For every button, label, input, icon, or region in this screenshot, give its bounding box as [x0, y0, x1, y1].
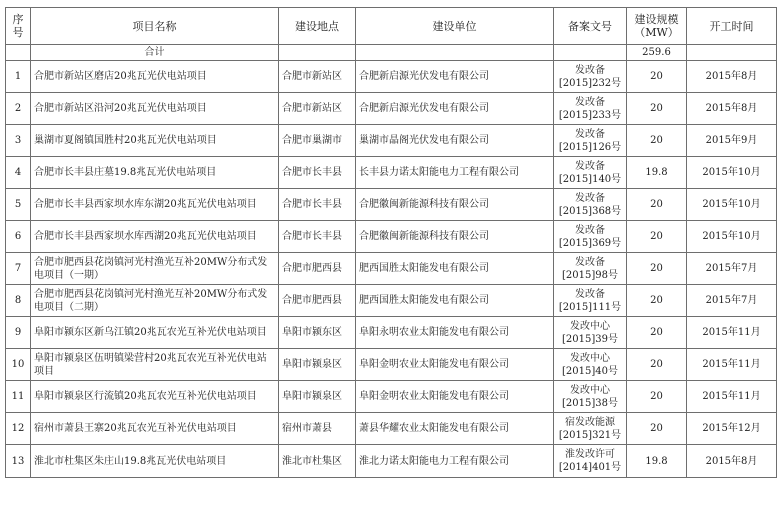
- row-filing: [554, 157, 627, 189]
- row-filing-number: [2015]39号: [562, 333, 618, 345]
- row-scale: 19.8: [627, 157, 687, 189]
- row-filing-issuer: 发改备: [575, 96, 605, 108]
- row-unit: 萧县华耀农业太阳能发电有限公司: [356, 413, 554, 445]
- row-filing: [554, 189, 627, 221]
- row-filing-issuer: 发改备: [575, 64, 605, 76]
- row-unit: 肥西国胜太阳能发电有限公司: [356, 253, 554, 285]
- row-location: 阜阳市颍东区: [279, 317, 356, 349]
- total-scale: 259.6: [627, 45, 687, 61]
- row-no: 1: [6, 61, 31, 93]
- row-no: 7: [6, 253, 31, 285]
- row-filing: [554, 349, 627, 381]
- row-filing-issuer: 发改备: [575, 160, 605, 172]
- row-no: 5: [6, 189, 31, 221]
- table-row: [6, 413, 777, 445]
- row-filing-number: [2015]232号: [558, 77, 622, 89]
- row-filing: [554, 317, 627, 349]
- row-filing-number: [2015]40号: [562, 365, 618, 377]
- row-no: 2: [6, 93, 31, 125]
- row-no: 11: [6, 381, 31, 413]
- header-scale: 建设规模（MW）: [627, 8, 687, 45]
- row-project-name: 巢湖市夏阁镇国胜村20兆瓦光伏电站项目: [31, 125, 279, 157]
- row-location: 合肥市长丰县: [279, 189, 356, 221]
- row-filing: [554, 285, 627, 317]
- row-filing-issuer: 宿发改能源: [565, 416, 615, 428]
- row-location: 阜阳市颍泉区: [279, 381, 356, 413]
- header-name: 项目名称: [31, 8, 279, 45]
- row-scale: 20: [627, 221, 687, 253]
- row-unit: 阜阳永明农业太阳能发电有限公司: [356, 317, 554, 349]
- row-no: 6: [6, 221, 31, 253]
- row-unit: 合肥新启源光伏发电有限公司: [356, 61, 554, 93]
- row-filing-number: [2015]111号: [558, 301, 622, 313]
- row-location: 淮北市杜集区: [279, 445, 356, 478]
- table-row: [6, 61, 777, 93]
- row-filing-issuer: 发改备: [575, 192, 605, 204]
- row-location: 合肥市巢湖市: [279, 125, 356, 157]
- row-filing: [554, 61, 627, 93]
- row-filing-issuer: 发改备: [575, 256, 605, 268]
- total-no: [6, 45, 31, 61]
- row-scale: 20: [627, 253, 687, 285]
- row-location: 合肥市新站区: [279, 61, 356, 93]
- row-unit: 阜阳金明农业太阳能发电有限公司: [356, 349, 554, 381]
- row-location: 阜阳市颍泉区: [279, 349, 356, 381]
- total-label: 合计: [31, 45, 279, 61]
- row-no: 13: [6, 445, 31, 478]
- total-unit: [356, 45, 554, 61]
- table-row: [6, 157, 777, 189]
- row-no: 3: [6, 125, 31, 157]
- total-start: [687, 45, 777, 61]
- row-filing-issuer: 发改中心: [570, 352, 610, 364]
- row-scale: 20: [627, 61, 687, 93]
- row-unit: 合肥徽闽新能源科技有限公司: [356, 221, 554, 253]
- projects-table: [5, 7, 777, 478]
- row-project-name: 合肥市肥西县花岗镇河光村渔光互补20MW分布式发电项目（一期）: [31, 253, 279, 285]
- row-filing: [554, 413, 627, 445]
- row-filing-issuer: 发改备: [575, 224, 605, 236]
- row-project-name: 合肥市新站区磨店20兆瓦光伏电站项目: [31, 61, 279, 93]
- table-row: [6, 349, 777, 381]
- row-filing-issuer: 发改中心: [570, 384, 610, 396]
- row-filing: [554, 253, 627, 285]
- row-filing-number: [2015]369号: [558, 237, 622, 249]
- row-scale: 20: [627, 349, 687, 381]
- row-filing-number: [2015]321号: [558, 429, 622, 441]
- total-filing: [554, 45, 627, 61]
- row-scale: 20: [627, 125, 687, 157]
- row-scale: 20: [627, 413, 687, 445]
- row-no: 10: [6, 349, 31, 381]
- header-unit: 建设单位: [356, 8, 554, 45]
- row-filing: [554, 125, 627, 157]
- row-location: 合肥市长丰县: [279, 157, 356, 189]
- table-row: [6, 445, 777, 478]
- table-row: [6, 189, 777, 221]
- row-scale: 20: [627, 189, 687, 221]
- row-start: 2015年8月: [687, 61, 777, 93]
- header-location: 建设地点: [279, 8, 356, 45]
- row-unit: 合肥新启源光伏发电有限公司: [356, 93, 554, 125]
- row-no: 12: [6, 413, 31, 445]
- table-row: [6, 285, 777, 317]
- row-filing-issuer: 淮发改许可: [565, 449, 615, 460]
- row-filing: [554, 221, 627, 253]
- row-project-name: 合肥市长丰县西家坝水库西湖20兆瓦光伏电站项目: [31, 221, 279, 253]
- row-unit: 合肥徽闽新能源科技有限公司: [356, 189, 554, 221]
- row-start: 2015年11月: [687, 317, 777, 349]
- table-row: [6, 125, 777, 157]
- row-scale: 19.8: [627, 445, 687, 478]
- table-row: [6, 253, 777, 285]
- row-unit: 淮北力诺太阳能电力工程有限公司: [356, 445, 554, 478]
- table-row: [6, 221, 777, 253]
- row-filing-issuer: 发改备: [575, 288, 605, 300]
- row-project-name: 宿州市萧县王寨20兆瓦农光互补光伏电站项目: [31, 413, 279, 445]
- row-start: 2015年8月: [687, 445, 777, 478]
- row-no: 9: [6, 317, 31, 349]
- row-start: 2015年7月: [687, 253, 777, 285]
- row-filing: [554, 445, 627, 478]
- row-project-name: 合肥市新站区沿河20兆瓦光伏电站项目: [31, 93, 279, 125]
- row-project-name: 合肥市长丰县西家坝水库东湖20兆瓦光伏电站项目: [31, 189, 279, 221]
- row-filing-number: [2015]38号: [562, 397, 618, 409]
- table-row: [6, 317, 777, 349]
- row-scale: 20: [627, 93, 687, 125]
- row-filing: [554, 381, 627, 413]
- row-no: 4: [6, 157, 31, 189]
- header-no: 序号: [6, 8, 31, 45]
- row-location: 宿州市萧县: [279, 413, 356, 445]
- row-unit: 肥西国胜太阳能发电有限公司: [356, 285, 554, 317]
- row-unit: 巢湖市晶阁光伏发电有限公司: [356, 125, 554, 157]
- row-start: 2015年10月: [687, 221, 777, 253]
- row-location: 合肥市长丰县: [279, 221, 356, 253]
- row-scale: 20: [627, 317, 687, 349]
- row-filing: [554, 93, 627, 125]
- row-project-name: 合肥市长丰县庄墓19.8兆瓦光伏电站项目: [31, 157, 279, 189]
- row-project-name: 阜阳市颍东区新乌江镇20兆瓦农光互补光伏电站项目: [31, 317, 279, 349]
- row-start: 2015年11月: [687, 349, 777, 381]
- row-location: 合肥市肥西县: [279, 253, 356, 285]
- row-filing-number: [2015]98号: [562, 269, 618, 281]
- row-unit: 阜阳金明农业太阳能发电有限公司: [356, 381, 554, 413]
- row-scale: 20: [627, 285, 687, 317]
- row-filing-number: [2015]368号: [558, 205, 622, 217]
- row-unit: 长丰县力诺太阳能电力工程有限公司: [356, 157, 554, 189]
- header-start: 开工时间: [687, 8, 777, 45]
- header-filing: 备案文号: [554, 8, 627, 45]
- row-start: 2015年12月: [687, 413, 777, 445]
- row-start: 2015年10月: [687, 157, 777, 189]
- row-no: 8: [6, 285, 31, 317]
- row-start: 2015年11月: [687, 381, 777, 413]
- row-location: 合肥市肥西县: [279, 285, 356, 317]
- row-project-name: 阜阳市颍泉区伍明镇梁营村20兆瓦农光互补光伏电站项目: [31, 349, 279, 381]
- row-project-name: 阜阳市颍泉区行流镇20兆瓦农光互补光伏电站项目: [31, 381, 279, 413]
- row-project-name: 合肥市肥西县花岗镇河光村渔光互补20MW分布式发电项目（二期）: [31, 285, 279, 317]
- row-start: 2015年7月: [687, 285, 777, 317]
- row-filing-issuer: 发改备: [575, 128, 605, 140]
- row-filing-number: [2015]140号: [558, 173, 622, 185]
- total-location: [279, 45, 356, 61]
- row-start: 2015年8月: [687, 93, 777, 125]
- row-project-name: 淮北市杜集区朱庄山19.8兆瓦光伏电站项目: [31, 445, 279, 478]
- row-start: 2015年9月: [687, 125, 777, 157]
- row-scale: 20: [627, 381, 687, 413]
- header-row: [6, 8, 777, 45]
- table-row: [6, 381, 777, 413]
- row-start: 2015年10月: [687, 189, 777, 221]
- total-row: [6, 45, 777, 61]
- row-filing-issuer: 发改中心: [570, 320, 610, 332]
- table-row: [6, 93, 777, 125]
- row-filing-number: [2015]126号: [558, 141, 622, 153]
- row-filing-number: [2015]233号: [558, 109, 622, 121]
- row-filing-number: [2014]401号: [558, 462, 622, 473]
- row-location: 合肥市新站区: [279, 93, 356, 125]
